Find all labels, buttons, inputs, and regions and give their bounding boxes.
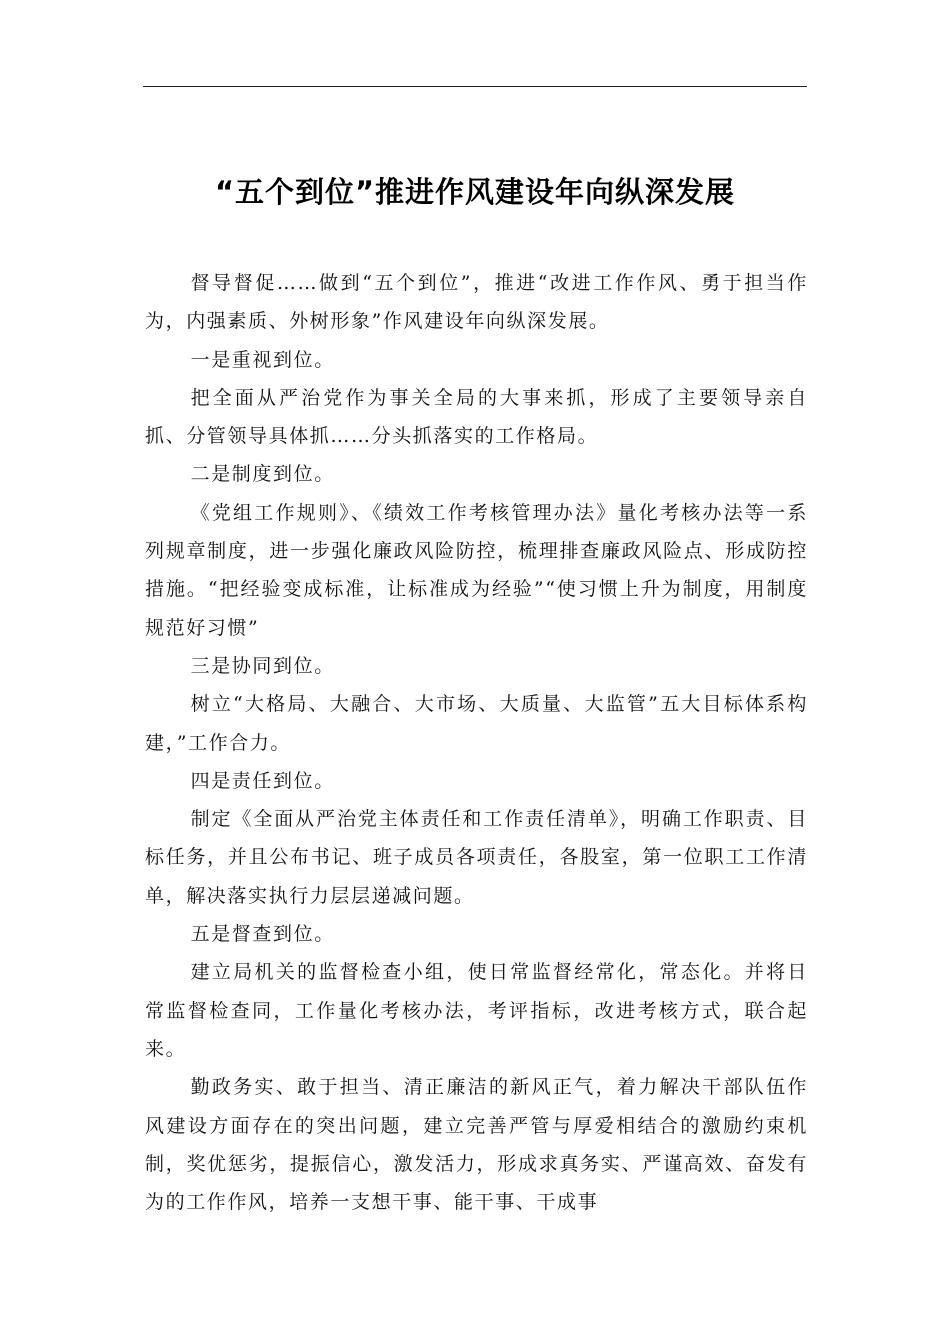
paragraph-intro: 督导督促……做到“五个到位”，推进“改进工作作风、勇于担当作为，内强素质、外树形象”作风建设年向纵深发展。 xyxy=(145,272,808,333)
heading-point-3: 三是协同到位。 xyxy=(190,654,335,677)
paragraph-point-1: 把全面从严治党作为事关全局的大事来抓，形成了主要领导亲自抓、分管领导具体抓……分头抓落实的工作格局。 xyxy=(145,386,808,448)
heading-point-1: 一是重视到位。 xyxy=(190,348,335,371)
paragraph-conclusion: 勤政务实、敢于担当、清正廉洁的新风正气，着力解决干部队伍作风建设方面存在的突出问题，建立完善严管与厚爱相结合的激励约束机制，奖优惩劣，提振信心，激发活力，形成求真务实、严谨高效、奋发有为的工作作风，培养一支想干事、能干事、干成事 xyxy=(145,1076,808,1214)
paragraph-point-5: 建立局机关的监督检查小组，使日常监督经常化，常态化。并将日常监督检查同，工作量化考核办法，考评指标，改进考核方式，联合起来。 xyxy=(145,961,808,1060)
document-body xyxy=(145,264,808,1221)
header-rule xyxy=(143,86,807,87)
heading-point-2: 二是制度到位。 xyxy=(190,463,335,486)
heading-point-4: 四是责任到位。 xyxy=(190,769,335,792)
paragraph-point-4: 制定《全面从严治党主体责任和工作责任清单》，明确工作职责、目标任务，并且公布书记、班子成员各项责任，各股室，第一位职工工作清单，解决落实执行力层层递减问题。 xyxy=(145,808,808,907)
paragraph-point-2: 《党组工作规则》、《绩效工作考核管理办法》量化考核办法等一系列规章制度，进一步强化廉政风险防控，梳理排查廉政风险点、形成防控措施。“把经验变成标准，让标准成为经验”“使习惯上升为制度，用制度规范好习惯” xyxy=(145,501,808,639)
heading-point-5: 五是督查到位。 xyxy=(190,923,335,946)
document-title: “五个到位”推进作风建设年向纵深发展 xyxy=(214,175,736,209)
paragraph-point-3: 树立“大格局、大融合、大市场、大质量、大监管”五大目标体系构建，”工作合力。 xyxy=(145,693,808,754)
